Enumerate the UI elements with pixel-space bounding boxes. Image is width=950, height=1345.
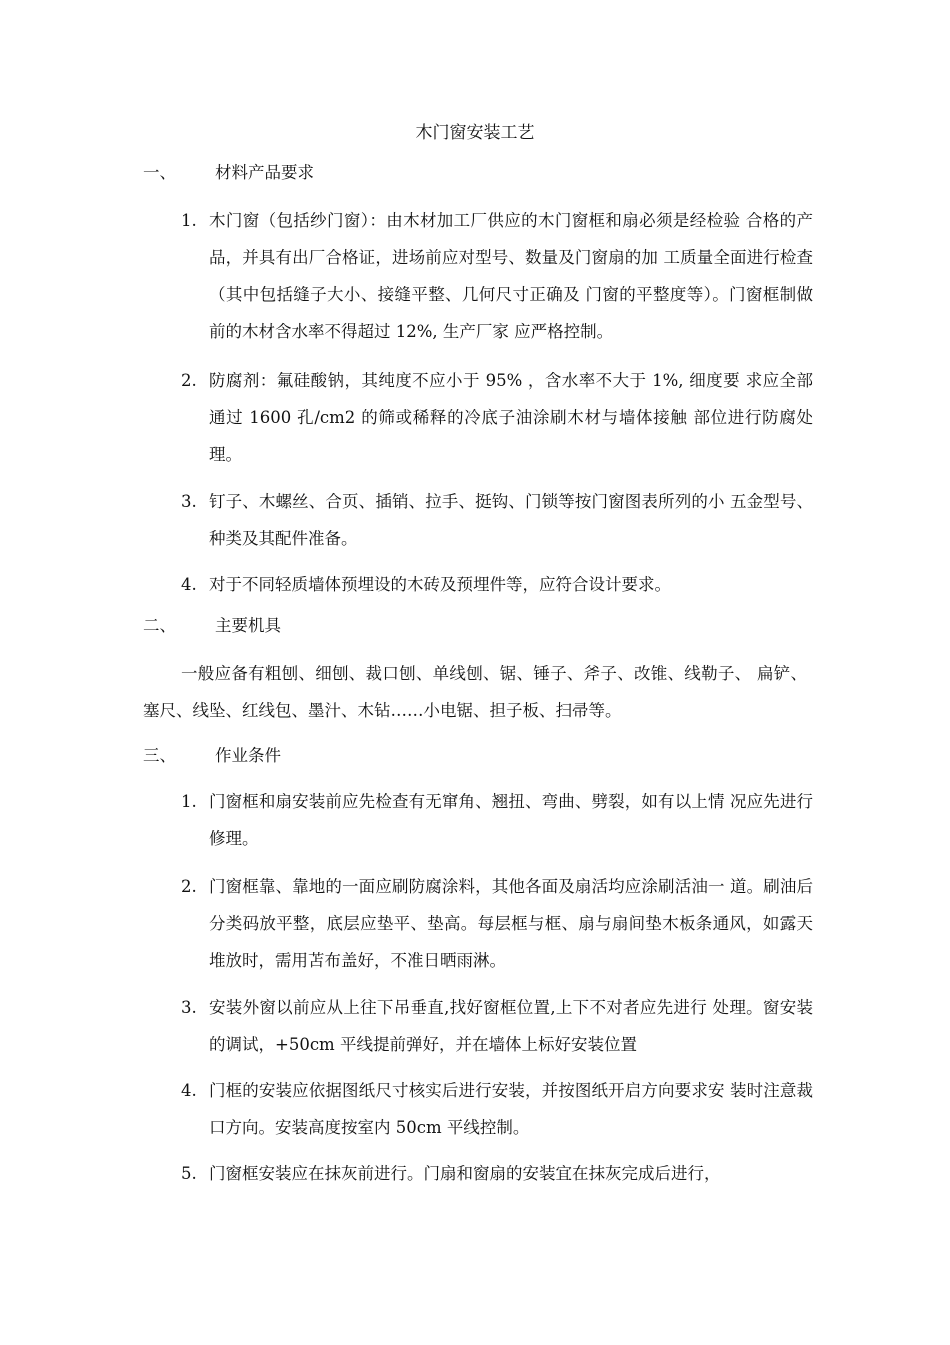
tools-paragraph: 一般应备有粗刨、细刨、裁口刨、单线刨、锯、锤子、斧子、改锥、线勒子、 扁铲、塞尺、线坠、红线包、墨汁、木钻……小电锯、担子板、扫帚等。 [143,664,807,720]
item-number: 2. [181,877,197,896]
item-number: 2. [181,371,197,390]
item-number: 4. [181,1081,197,1100]
item-text: 门窗框靠、靠地的一面应刷防腐涂料，其他各面及扇活均应涂刷活油一 道。刷油后分类码放平整，底层应垫平、垫高。每层框与框、扇与扇间垫木板条通风，如露天堆放时，需用苫布盖好，不准日晒雨淋。 [209,877,813,970]
list-item [181,1072,813,1146]
list-item [181,989,813,1063]
item-text: 对于不同轻质墙体预埋设的木砖及预埋件等，应符合设计要求。 [209,575,671,594]
list-item [181,868,813,979]
item-text: 防腐剂：氟硅酸钠，其纯度不应小于 95% ，含水率不大于 1%, 细度要 求应全部通过 1600 孔/cm2 的筛或稀释的冷底子油涂刷木材与墙体接触 部位进行防腐处理。 [209,371,813,464]
item-text: 门框的安装应依据图纸尺寸核实后进行安装，并按图纸开启方向要求安 装时注意裁口方向。安装高度按室内 50cm 平线控制。 [209,1081,813,1137]
section-title: 材料产品要求 [215,163,314,182]
section-heading-conditions [143,741,281,771]
section-number: 二、 [143,616,176,635]
item-text: 门窗框和扇安装前应先检查有无窜角、翘扭、弯曲、劈裂，如有以上情 况应先进行修理。 [209,792,813,848]
section-heading-materials [143,158,314,188]
list-item [181,483,813,557]
item-number: 3. [181,492,197,511]
section-number: 一、 [143,163,176,182]
item-number: 3. [181,998,197,1017]
section-title: 主要机具 [215,616,281,635]
list-item [181,202,813,350]
document-title: 木门窗安装工艺 [415,123,535,143]
item-number: 5. [181,1164,197,1183]
item-text: 钉子、木螺丝、合页、插销、拉手、挺钩、门锁等按门窗图表所列的小 五金型号、种类及其配件准备。 [209,492,813,548]
item-number: 4. [181,575,197,594]
section-number: 三、 [143,746,176,765]
item-number: 1. [181,211,197,230]
section-title: 作业条件 [215,746,281,765]
item-text: 木门窗（包括纱门窗）：由木材加工厂供应的木门窗框和扇必须是经检验 合格的产品，并具有出厂合格证，进场前应对型号、数量及门窗扇的加 工质量全面进行检查（其中包括缝子大小、接缝平整、几何尺寸正确及 门窗的平整度等）。门窗框制做前的木材含水率不得超过 12%, 生产厂家 应严格控制。 [209,211,813,341]
list-item [181,783,813,857]
list-item [181,566,813,603]
list-item [181,362,813,473]
item-text: 门窗框安装应在抹灰前进行。门扇和窗扇的安装宜在抹灰完成后进行， [209,1164,721,1183]
section-heading-tools [143,611,281,641]
item-number: 1. [181,792,197,811]
list-item [181,1155,813,1192]
item-text: 安装外窗以前应从上往下吊垂直,找好窗框位置,上下不对者应先进行 处理。窗安装的调试，+50cm 平线提前弹好，并在墙体上标好安装位置 [209,998,813,1054]
